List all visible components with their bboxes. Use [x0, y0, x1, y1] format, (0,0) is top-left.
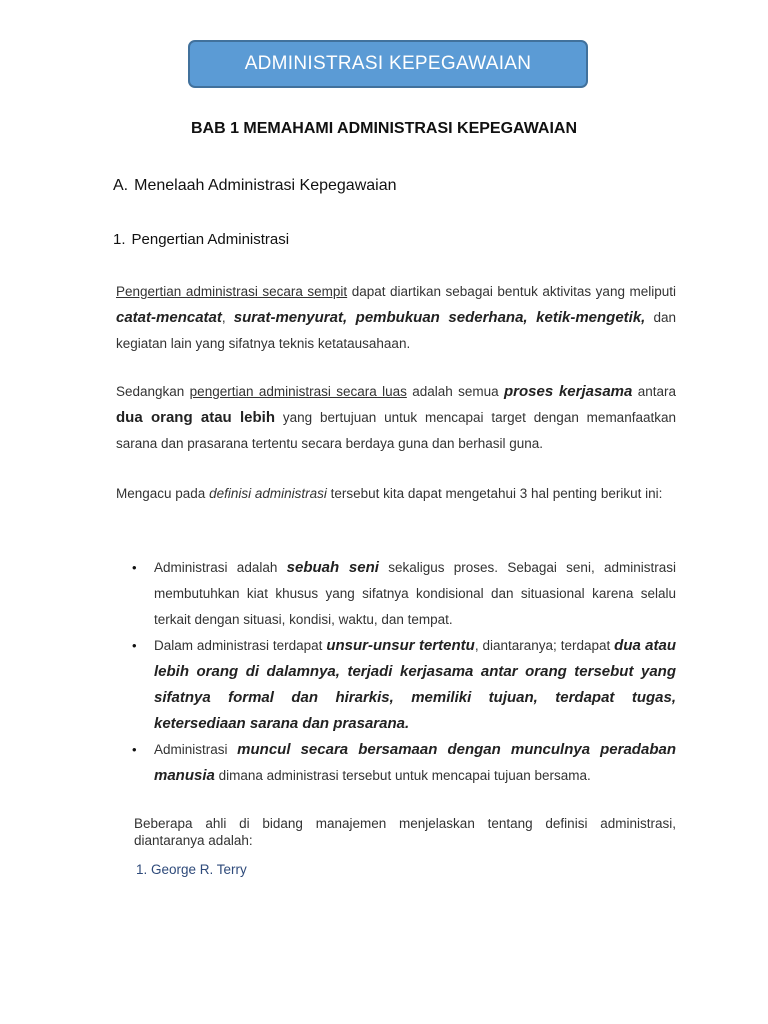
text-run: dimana administrasi tersebut untuk mencapai tujuan bersama. — [214, 768, 591, 783]
banner-title: ADMINISTRASI KEPEGAWAIAN — [244, 53, 532, 74]
emphasis-dua-orang: dua orang atau lebih — [116, 409, 275, 426]
paragraph-three-points-intro — [116, 481, 676, 507]
paragraph-experts-intro: Beberapa ahli di bidang manajemen menjelaskan tentang definisi administrasi, diantaranya adalah: — [134, 816, 676, 848]
emphasis: sebuah seni — [286, 559, 379, 576]
expert-list-item: 1. George R. Terry — [136, 862, 247, 877]
section-number: A. — [113, 177, 129, 194]
bullet-icon: • — [132, 560, 137, 575]
list-item — [130, 555, 676, 633]
chapter-title: BAB 1 MEMAHAMI ADMINISTRASI KEPEGAWAIAN — [190, 120, 578, 137]
subsection-title: Pengertian Administrasi — [131, 231, 290, 248]
text-run: Administrasi adalah — [154, 560, 287, 575]
broad-definition-term: pengertian administrasi secara luas — [189, 384, 407, 399]
text-run: tersebut kita dapat mengetahui 3 hal penting berikut ini: — [326, 486, 663, 501]
emphasis-proses: proses kerjasama — [504, 383, 633, 400]
emphasis-catat: catat-mencatat — [116, 309, 222, 326]
text-run: Dalam administrasi terdapat — [154, 638, 327, 653]
narrow-definition-term: Pengertian administrasi secara sempit — [116, 284, 348, 299]
text-run: Sedangkan — [116, 384, 190, 399]
text-run: sekaligus proses. Sebagai seni, administrasi membutuhkan kiat khusus yang sifatnya kondisional dan situasional karena selalu terkait dengan situasi, kondisi, waktu, dan tempat. — [154, 560, 677, 627]
section-heading — [113, 177, 397, 195]
emphasis: dua atau lebih orang di dalamnya, terjadi kerjasama antar orang tersebut yang sifatnya formal dan hirarkis, memiliki tujuan, terdapat tugas, ketersediaan sarana dan prasarana. — [154, 637, 676, 732]
emphasis-definisi: definisi administrasi — [209, 486, 327, 501]
bullet-icon: • — [132, 638, 137, 653]
text-run: , diantaranya; terdapat — [474, 638, 615, 653]
text-run: Administrasi — [154, 742, 238, 757]
paragraph-narrow-definition — [116, 279, 676, 357]
text-run: antara — [632, 384, 676, 399]
bullet-icon: • — [132, 742, 137, 757]
subsection-heading — [113, 231, 289, 248]
text-run: yang bertujuan untuk mencapai target dengan memanfaatkan sarana dan prasarana tertentu secara berdaya guna dan berhasil guna. — [116, 410, 676, 451]
title-banner — [188, 40, 588, 88]
emphasis: unsur-unsur tertentu — [326, 637, 475, 654]
points-list — [130, 555, 676, 789]
list-item — [130, 633, 676, 737]
text-run: Mengacu pada — [116, 486, 210, 501]
text-run: adalah semua — [406, 384, 504, 399]
list-item — [130, 737, 676, 789]
emphasis-list: surat-menyurat, pembukuan sederhana, ketik-mengetik, — [233, 309, 646, 326]
text-run: dan kegiatan lain yang sifatnya teknis ketatausahaan. — [116, 310, 676, 351]
paragraph-broad-definition — [116, 379, 676, 457]
subsection-number: 1. — [113, 231, 126, 248]
section-title: Menelaah Administrasi Kepegawaian — [134, 177, 397, 194]
emphasis: muncul secara bersamaan dengan munculnya peradaban manusia — [154, 741, 676, 784]
text-run: dapat diartikan sebagai bentuk aktivitas yang meliputi — [347, 284, 676, 299]
text-run: , — [221, 310, 234, 325]
